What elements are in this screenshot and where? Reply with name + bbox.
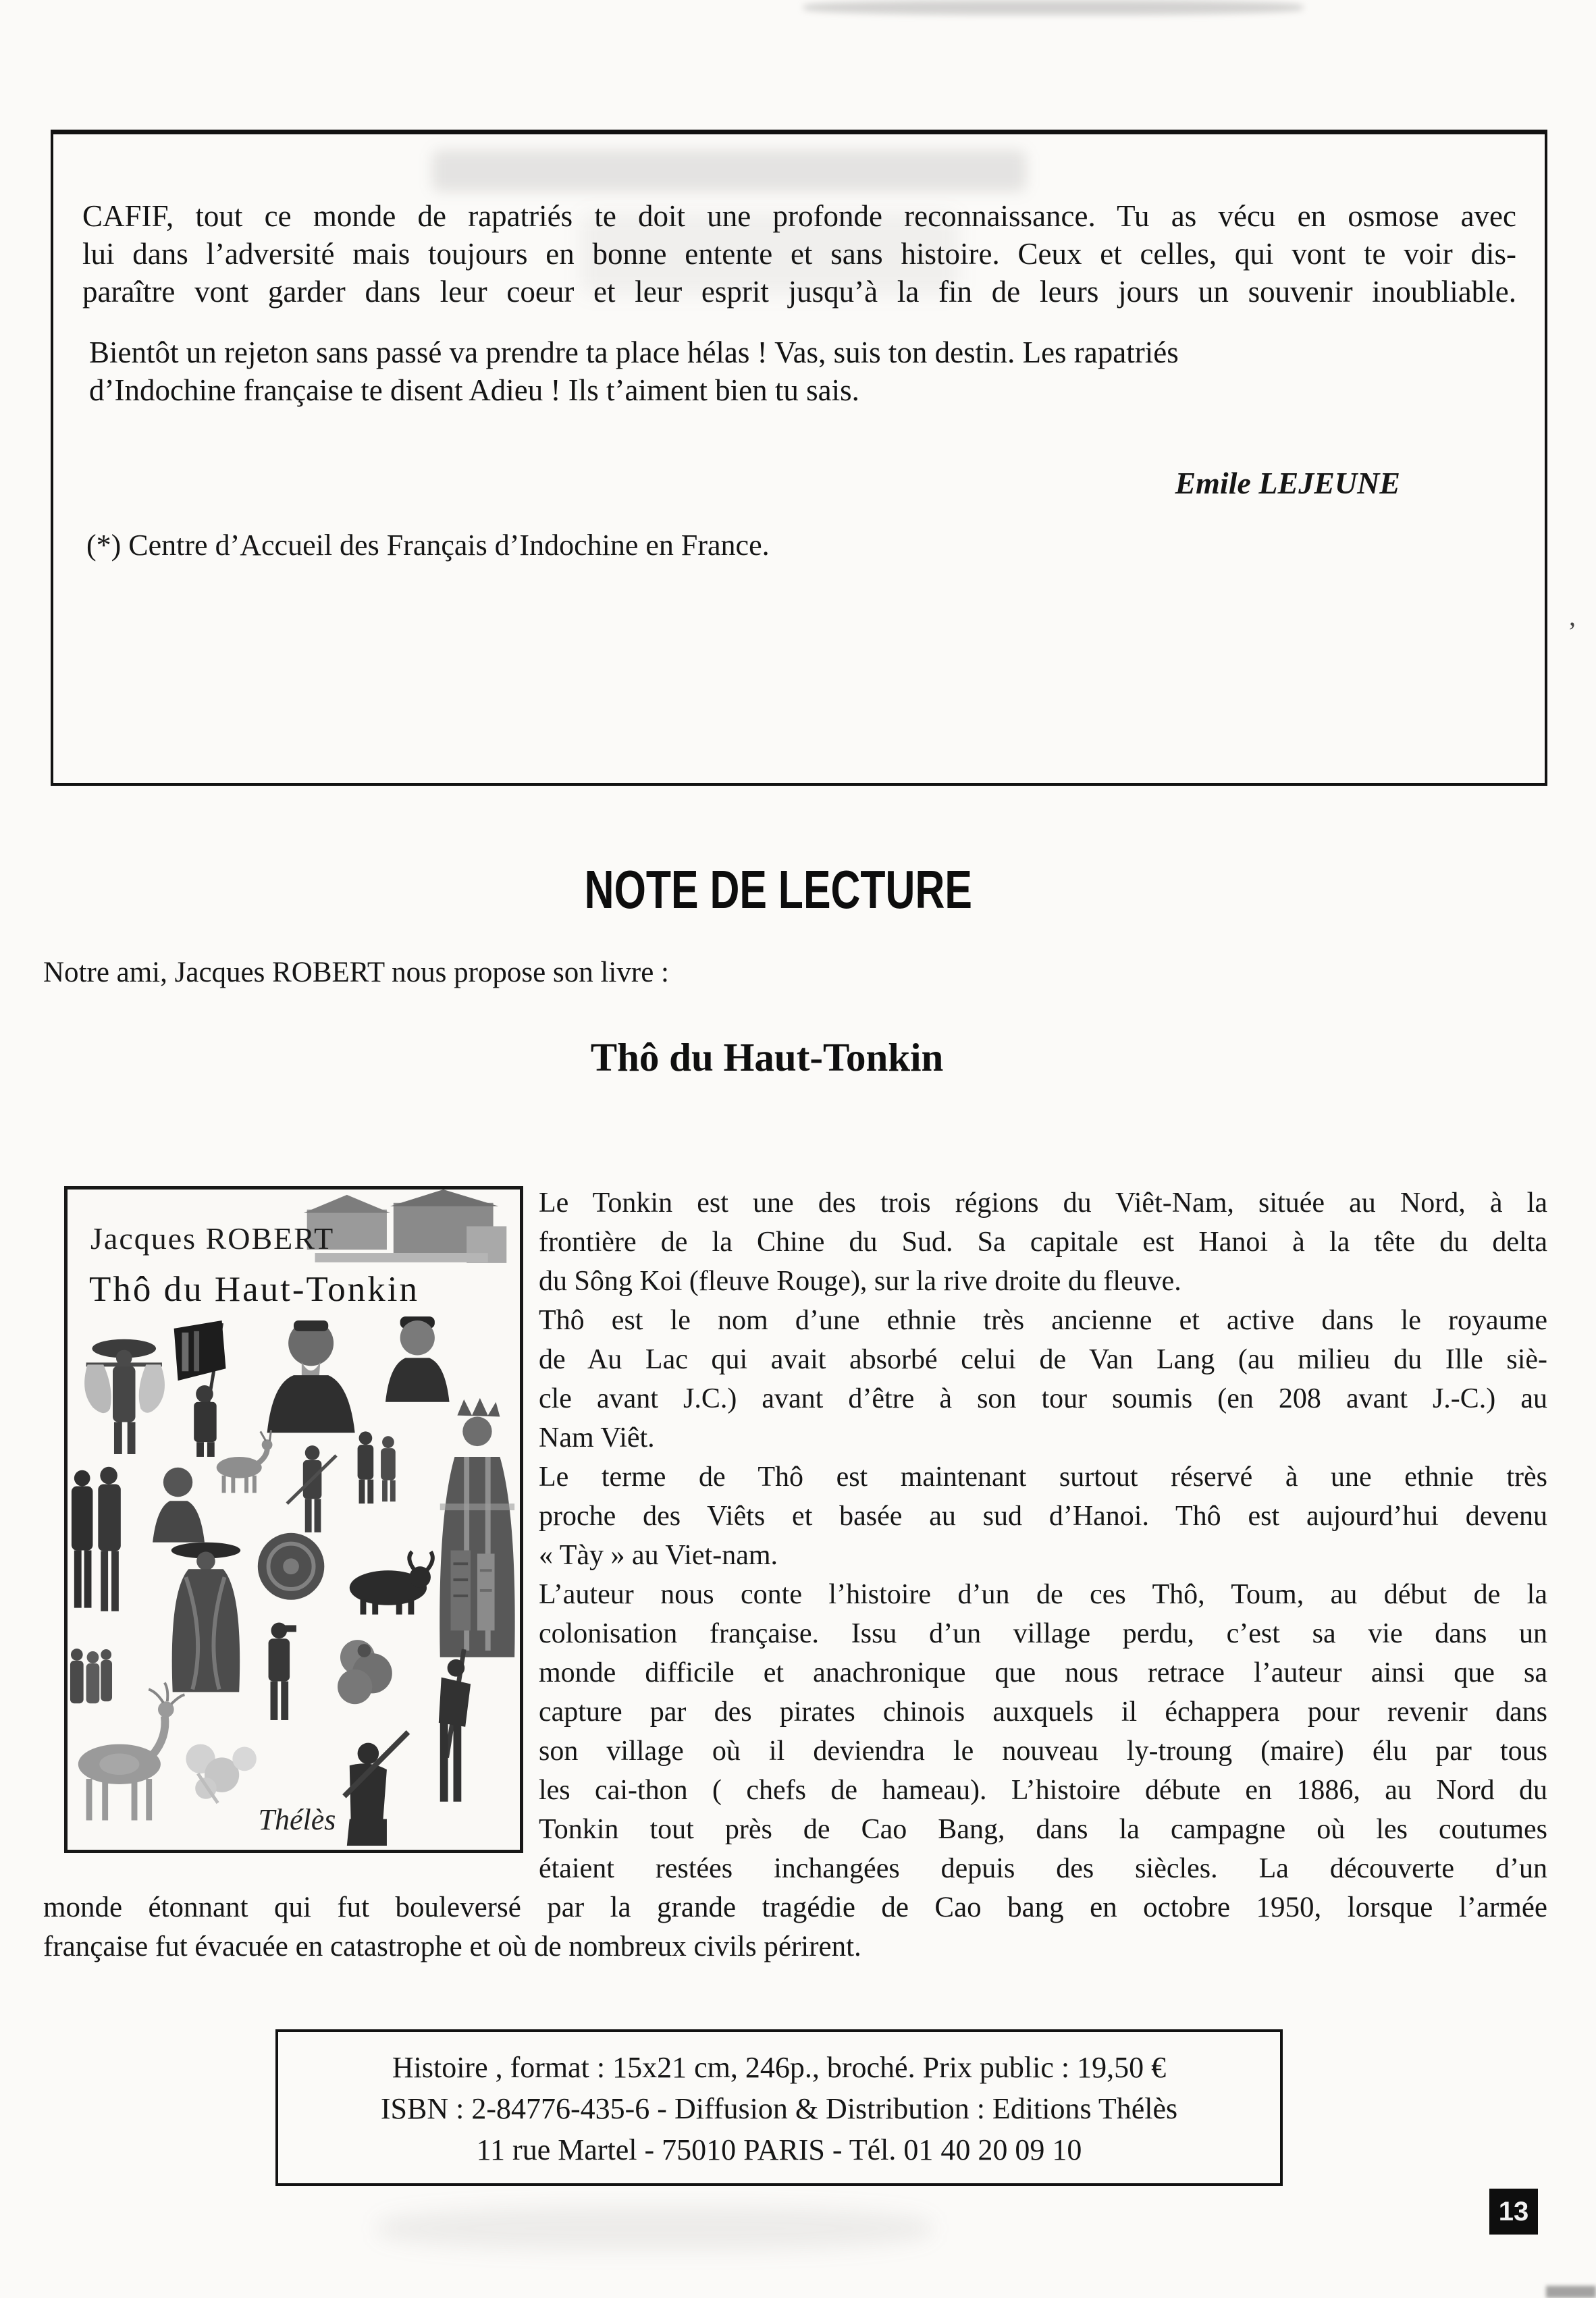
- book-title-heading: Thô du Haut-Tonkin: [590, 1035, 944, 1079]
- text-line: d’Indochine française te disent Adieu ! Ils t’aiment bien tu sais.: [89, 373, 859, 407]
- text-line: L’auteur nous conte l’histoire d’un de ces Thô, Toum, au début de la: [539, 1579, 1547, 1610]
- scan-smudge-top: [803, 0, 1303, 15]
- details-line-isbn-publisher: ISBN : 2-84776-435-6 - Diffusion & Distribution : Editions Thélès: [380, 2092, 1178, 2125]
- text-line: du Sông Koi (fleuve Rouge), sur la rive droite du fleuve.: [539, 1266, 1181, 1297]
- text-line: Thô est le nom d’une ethnie très ancienne et active dans le royaume: [539, 1305, 1547, 1336]
- cover-figures-pair: [358, 1431, 396, 1503]
- tribute-paragraph-1: [82, 197, 1516, 311]
- text-line: lui dans l’adversité mais toujours en bonne entente et sans histoire. Ceux et celles, qui vont te voir dis-: [82, 237, 1516, 271]
- text-line: Nam Viêt.: [539, 1422, 655, 1453]
- cover-portrait-elder-2: [385, 1316, 450, 1402]
- footnote: (*) Centre d’Accueil des Français d’Indochine en France.: [86, 529, 770, 562]
- scan-mark-corner: [1546, 2286, 1596, 2298]
- text-line: Le Tonkin est une des trois régions du Viêt-Nam, située au Nord, à la: [539, 1187, 1547, 1219]
- text-line: Tonkin tout près de Cao Bang, dans la campagne où les coutumes: [539, 1814, 1547, 1845]
- cover-figure-foliage: [338, 1640, 392, 1704]
- review-text-fullwidth: [43, 1888, 1547, 1967]
- text-line: monde difficile et anachronique que nous retrace l’auteur ainsi que sa: [539, 1657, 1547, 1688]
- text-line: paraître vont garder dans leur coeur et leur esprit jusqu’à la fin de leurs jours un souvenir inoubliable.: [82, 275, 1516, 309]
- cover-title: Thô du Haut-Tonkin: [89, 1270, 419, 1309]
- cover-publisher: Thélès: [258, 1803, 336, 1836]
- cover-flowers: [186, 1744, 256, 1803]
- tribute-letter-box: [51, 130, 1547, 786]
- text-line: étaient restées inchangées depuis des siècles. La découverte d’un: [539, 1853, 1547, 1884]
- signature: Emile LEJEUNE: [1175, 466, 1400, 500]
- text-line: les cai-thon ( chefs de hameau). L’histoire débute en 1886, au Nord du: [539, 1775, 1547, 1806]
- tribute-paragraph-2: [89, 333, 1516, 409]
- cover-figures-left: [72, 1467, 121, 1611]
- text-line: frontière de la Chine du Sud. Sa capitale est Hanoi à la tête du delta: [539, 1227, 1547, 1258]
- section-heading-text: NOTE DE LECTURE: [584, 859, 973, 919]
- text-line: son village où il deviendra le nouveau ly-troung (maire) élu par tous: [539, 1736, 1547, 1767]
- scan-smudge-bottom: [378, 2206, 932, 2251]
- text-line: proche des Viêts et basée au sud d’Hanoi. Thô est aujourd’hui devenu: [539, 1501, 1547, 1532]
- cover-portrait-elder: [267, 1320, 355, 1433]
- text-line: « Tày » au Viet-nam.: [539, 1540, 778, 1571]
- cover-figures-trio: [70, 1649, 112, 1703]
- text-line: cle avant J.C.) avant d’être à son tour soumis (en 208 avant J.-C.) au: [539, 1383, 1547, 1414]
- text-line: française fut évacuée en catastrophe et où de nombreux civils périrent.: [43, 1931, 861, 1962]
- text-line: monde étonnant qui fut bouleversé par la grande tragédie de Cao bang en octobre 1950, lorsque l’armée: [43, 1892, 1547, 1923]
- details-line-address-phone: 11 rue Martel - 75010 PARIS - Tél. 01 40 20 09 10: [476, 2133, 1082, 2166]
- cover-figure-buffalo: [350, 1552, 433, 1615]
- text-line: capture par des pirates chinois auxquels il échappera pour revenir dans: [539, 1696, 1547, 1728]
- stray-quote-mark: ’: [1568, 616, 1577, 647]
- cover-figure-soldier: [287, 1445, 336, 1532]
- text-line: Bientôt un rejeton sans passé va prendre ta place hélas ! Vas, suis ton destin. Les rapatriés: [89, 336, 1179, 369]
- cover-figure-small-deer: [217, 1430, 273, 1493]
- intro-line: Notre ami, Jacques ROBERT nous propose son livre :: [43, 957, 669, 988]
- text-line: Le terme de Thô est maintenant surtout réservé à une ethnie très: [539, 1462, 1547, 1493]
- book-cover: [64, 1186, 523, 1853]
- text-line: CAFIF, tout ce monde de rapatriés te doit une profonde reconnaissance. Tu as vécu en osmose avec: [82, 199, 1516, 233]
- text-line: de Au Lac qui avait absorbé celui de Van Lang (au milieu du Ille siè-: [539, 1344, 1547, 1375]
- cover-figure-shaman: [171, 1543, 240, 1692]
- review-text-column: [539, 1183, 1547, 1888]
- cover-author: Jacques ROBERT: [90, 1221, 335, 1256]
- cover-portrait-youth: [153, 1468, 205, 1543]
- text-line: colonisation française. Issu d’un village perdu, c’est sa vie dans un: [539, 1618, 1547, 1649]
- cover-figure-flag-bearer: [174, 1320, 226, 1457]
- page-number-badge: 13: [1489, 2189, 1538, 2235]
- publication-details-box: [275, 2029, 1283, 2186]
- cover-figure-staff: [439, 1649, 471, 1802]
- cover-figure-carrier: [84, 1339, 165, 1454]
- cover-figure-photographer: [269, 1622, 296, 1720]
- details-line-format-price: Histoire , format : 15x21 cm, 246p., broché. Prix public : 19,50 €: [392, 2051, 1167, 2084]
- cover-gong: [258, 1533, 325, 1600]
- section-heading: [0, 859, 1557, 921]
